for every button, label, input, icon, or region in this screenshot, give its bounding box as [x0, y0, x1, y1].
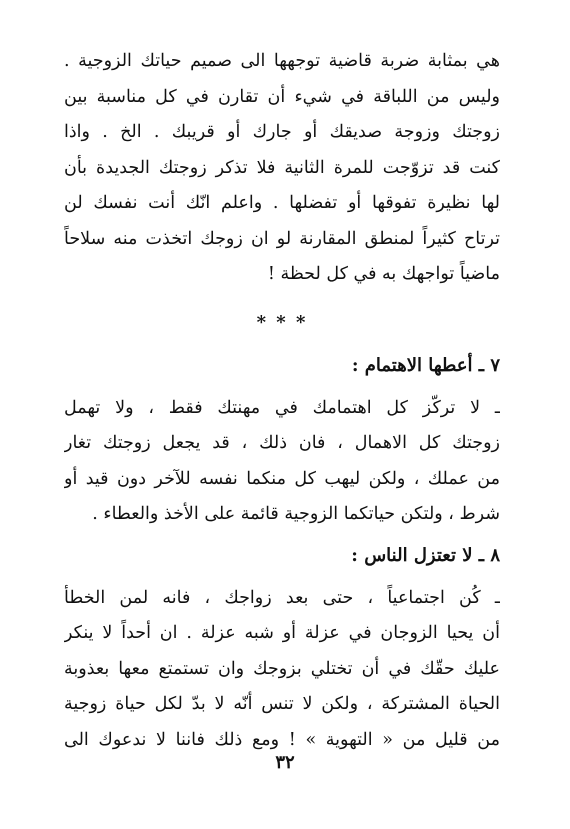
- text-line: لها نظيرة تفوقها أو تفضلها . واعلم انّك أنت نفسك لن: [64, 193, 500, 213]
- text-line: من عملك ، ولكن ليهب كل منكما نفسه للآخر دون قيد أو: [64, 468, 500, 489]
- text-line: الحياة المشتركة ، ولكن لا تنس أنّه لا بدّ لكل حياة زوجية: [64, 694, 500, 714]
- text-line: شرط ، ولتكن حياتكما الزوجية قائمة على الأخذ والعطاء .: [92, 504, 500, 524]
- text-line: ماضياً تواجهك به في كل لحظة !: [267, 264, 500, 284]
- text-line: ـ كُن اجتماعياً ، حتى بعد زواجك ، فانه لمن الخطأ: [64, 587, 500, 608]
- intro-paragraph: [64, 44, 500, 293]
- text-line: أن يحيا الزوجان في عزلة أو شبه عزلة . ان أحداً لا ينكر: [64, 623, 500, 643]
- text-line: زوجتك كل الاهمال ، فان ذلك ، قد يجعل زوجتك تغار: [64, 433, 500, 453]
- page-number: ٣٢: [275, 752, 295, 773]
- text-line: عليك حقّك في أن تختلي بزوجك وان تستمتع معها بعذوبة: [64, 658, 500, 679]
- section-separator: * * *: [256, 311, 308, 333]
- text-line: هي بمثابة ضربة قاضية توجهها الى صميم حياتك الزوجية .: [64, 51, 500, 71]
- text-line: وليس من اللباقة في شيء أن تقارن في كل مناسبة بين: [64, 86, 500, 107]
- text-line: من قليل من « التهوية » ! ومع ذلك فاننا لا ندعوك الى: [64, 729, 500, 750]
- section-8-paragraph: [64, 581, 500, 759]
- text-line: كنت قد تزوّجت للمرة الثانية فلا تذكر زوجتك الجديدة بأن: [64, 157, 500, 178]
- section-8-heading: ٨ ـ لا تعتزل الناس :: [351, 544, 500, 566]
- text-line: ترتاح كثيراً لمنطق المقارنة لو ان زوجك اتخذت منه سلاحاً: [64, 228, 500, 249]
- text-line: ـ لا تركّز كل اهتمامك في مهنتك فقط ، ولا تهمل: [64, 397, 500, 418]
- text-line: زوجتك وزوجة صديقك أو جارك أو قريبك . الخ . واذا: [64, 122, 500, 142]
- section-7-heading: ٧ ـ أعطها الاهتمام :: [351, 354, 500, 376]
- section-7-paragraph: [64, 391, 500, 533]
